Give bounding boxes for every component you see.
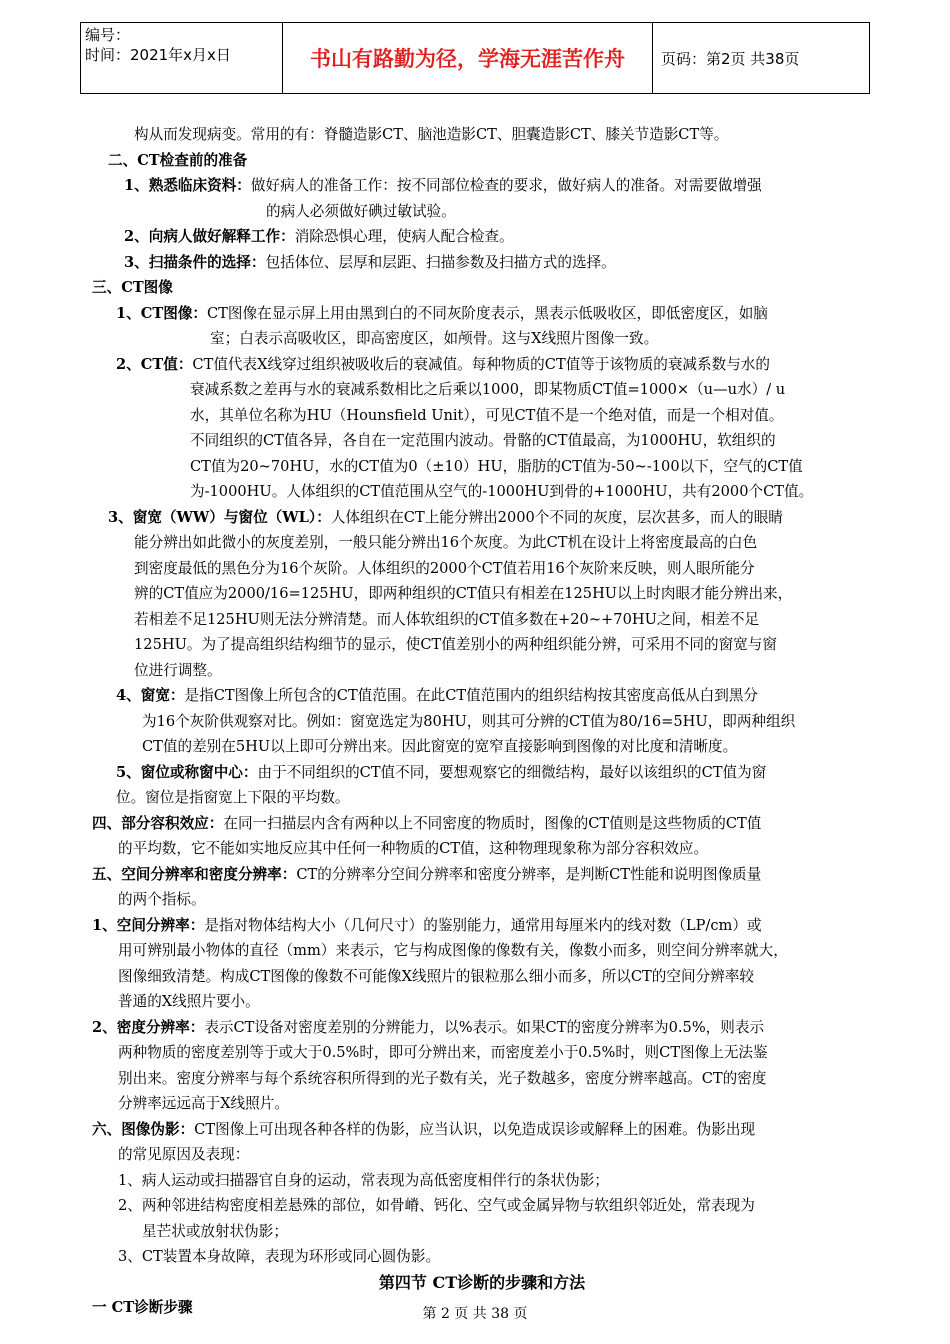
text-line	[92, 734, 872, 760]
heading-label: 五、空间分辨率和密度分辨率：	[92, 865, 297, 883]
text-line	[92, 785, 872, 811]
text-line	[92, 199, 872, 225]
section-title: 第四节 CT诊断的步骤和方法	[378, 1272, 586, 1292]
text-line	[92, 1193, 872, 1219]
body-text: 分辨率远远高于X线照片。	[118, 1095, 289, 1112]
text-line	[92, 352, 872, 378]
body-text: 室；白表示高吸收区，即高密度区，如颅骨。这与X线照片图像一致。	[210, 330, 659, 347]
text-line	[92, 607, 872, 633]
body-text: CT图像上可出现各种各样的伪影，应当认识，以免造成误诊或解释上的困难。伪影出现	[194, 1120, 756, 1138]
body-text: 位。窗位是指窗宽上下限的平均数。	[116, 789, 350, 806]
text-line	[92, 173, 872, 199]
page-header	[80, 22, 870, 94]
text-line	[92, 326, 872, 352]
text-line	[92, 301, 872, 327]
text-line	[92, 887, 872, 913]
text-line	[92, 479, 872, 505]
body-text: CT图像在显示屏上用由黑到白的不同灰阶度表示，黑表示低吸收区，即低密度区，如脑	[207, 304, 768, 322]
heading-label: 4、窗宽：	[116, 687, 185, 704]
heading-label: 2、密度分辨率：	[92, 1018, 205, 1036]
body-text: 到密度最低的黑色分为16个灰阶。人体组织的2000个CT值若用16个灰阶来反映，则人眼所能分	[134, 559, 755, 577]
text-line	[92, 989, 872, 1015]
body-text: 辨的CT值应为2000/16=125HU，即两种组织的CT值只有相差在125HU以上时肉眼才能分辨出来，	[134, 585, 793, 602]
text-line	[92, 122, 872, 148]
body-text: 由于不同组织的CT值不同，要想观察它的细微结构，最好以该组织的CT值为窗	[257, 763, 767, 781]
text-line	[92, 505, 872, 531]
body-text: 的常见原因及表现：	[118, 1146, 250, 1163]
body-text: 包括体位、层厚和层距、扫描参数及扫描方式的选择。	[265, 253, 616, 271]
text-line	[92, 938, 872, 964]
body-text: 做好病人的准备工作：按不同部位检查的要求，做好病人的准备。对需要做增强	[250, 177, 762, 194]
text-line	[92, 1040, 872, 1066]
body-text: 为-1000HU。人体组织的CT值范围从空气的-1000HU到骨的+1000HU，共有2000个CT值。	[190, 483, 814, 500]
text-line	[92, 275, 872, 301]
text-line	[92, 403, 872, 429]
body-text: 表示CT设备对密度差别的分辨能力，以%表示。如果CT的密度分辨率为0.5%，则表示	[204, 1018, 765, 1036]
document-body	[92, 122, 872, 1321]
body-text: 2、两种邻进结构密度相差悬殊的部位，如骨嵴、钙化、空气或金属异物与软组织邻近处，常表现为	[118, 1197, 755, 1214]
body-text: CT值代表X线穿过组织被吸收后的衰减值。每种物质的CT值等于该物质的衰减系数与水的	[192, 355, 770, 373]
text-line	[92, 581, 872, 607]
header-meta	[81, 23, 283, 94]
text-line	[92, 709, 872, 735]
text-line	[92, 454, 872, 480]
heading-label: 1、空间分辨率：	[92, 916, 205, 934]
text-line	[92, 1142, 872, 1168]
text-line	[92, 632, 872, 658]
time-label: 时间：2021年x月x日	[85, 46, 231, 64]
body-text: 若相差不足125HU则无法分辨清楚。而人体软组织的CT值多数在+20~+70HU之间，相差不足	[134, 610, 760, 628]
heading-label: 二、CT检查前的准备	[108, 151, 248, 169]
body-text: 为16个灰阶供观察对比。例如：窗宽选定为80HU，则其可分辨的CT值为80/16=5HU，即两种组织	[142, 712, 796, 730]
text-line	[92, 811, 872, 837]
heading-label: 3、扫描条件的选择：	[124, 253, 266, 271]
text-line	[92, 862, 872, 888]
body-text: 不同组织的CT值各异，各自在一定范围内波动。骨骼的CT值最高，为1000HU，软组织的	[190, 432, 776, 449]
body-text: 的两个指标。	[118, 891, 206, 908]
body-text: 人体组织在CT上能分辨出2000个不同的灰度，层次甚多，而人的眼睛	[330, 508, 783, 526]
text-line	[92, 556, 872, 582]
body-text: 别出来。密度分辨率与每个系统容积所得到的光子数有关，光子数越多，密度分辨率越高。CT的密度	[118, 1069, 767, 1087]
text-line	[92, 1091, 872, 1117]
heading-label: 5、窗位或称窗中心：	[116, 763, 258, 781]
text-line	[92, 250, 872, 276]
body-text: 消除恐惧心理，使病人配合检查。	[294, 228, 514, 245]
text-line	[92, 683, 872, 709]
text-line	[92, 1168, 872, 1194]
body-text: 的病人必须做好碘过敏试验。	[266, 202, 456, 220]
body-text: 星芒状或放射状伪影；	[142, 1222, 288, 1240]
heading-label: 1、熟悉临床资料：	[124, 177, 251, 194]
number-label: 编号：	[85, 26, 131, 44]
heading-label: 1、CT图像：	[116, 304, 208, 322]
body-text: CT值的差别在5HU以上即可分辨出来。因此窗宽的宽窄直接影响到图像的对比度和清晰度。	[142, 738, 738, 755]
body-text: 衰减系数之差再与水的衰减系数相比之后乘以1000，即某物质CT值=1000×（u—u水）/ u	[190, 381, 786, 398]
text-line	[92, 836, 872, 862]
heading-label: 六、图像伪影：	[92, 1120, 195, 1138]
text-line	[92, 658, 872, 684]
body-text: 位进行调整。	[134, 661, 222, 679]
text-line	[92, 428, 872, 454]
text-line	[92, 224, 872, 250]
body-text: 用可辨别最小物体的直径（mm）来表示，它与构成图像的像数有关，像数小而多，则空间分辨率就大，	[118, 942, 788, 959]
heading-label: 三、CT图像	[92, 279, 173, 296]
body-text: 水，其单位名称为HU（Hounsfield Unit），可见CT值不是一个绝对值，而是一个相对值。	[190, 406, 784, 424]
body-text: 普通的X线照片要小。	[118, 993, 260, 1010]
body-text: 125HU。为了提高组织结构细节的显示，使CT值差别小的两种组织能分辨，可采用不同的窗宽与窗	[134, 636, 777, 653]
heading-label: 3、窗宽（WW）与窗位（WL）：	[108, 508, 331, 526]
text-line	[92, 1117, 872, 1143]
body-text: 图像细致清楚。构成CT图像的像数不可能像X线照片的银粒那么细小而多，所以CT的空间分辨率较	[118, 967, 754, 985]
heading-label: 2、向病人做好解释工作：	[124, 228, 295, 245]
body-text: CT的分辨率分空间分辨率和密度分辨率，是判断CT性能和说明图像质量	[296, 865, 762, 883]
body-text: 1、病人运动或扫描器官自身的运动，常表现为高低密度相伴行的条状伪影；	[118, 1171, 609, 1189]
body-text: 3、CT装置本身故障，表现为环形或同心圆伪影。	[118, 1248, 441, 1265]
body-text: 构从而发现病变。常用的有：脊髓造影CT、脑池造影CT、胆囊造影CT、膝关节造影CT等。	[134, 126, 729, 143]
header-page: 页码：第2页 共38页	[653, 23, 870, 94]
body-text: 能分辨出如此微小的灰度差别，一般只能分辨出16个灰度。为此CT机在设计上将密度最高的白色	[134, 534, 758, 551]
text-line	[92, 530, 872, 556]
text-line	[92, 1015, 872, 1041]
heading-label: 一 CT诊断步骤	[92, 1299, 193, 1316]
body-text: 两种物质的密度差别等于或大于0.5%时，即可分辨出来，而密度差小于0.5%时，则CT图像上无法鉴	[118, 1044, 768, 1061]
text-line	[92, 1219, 872, 1245]
heading-label: 2、CT值：	[116, 355, 193, 373]
body-text: 是指对物体结构大小（几何尺寸）的鉴别能力，通常用每厘米内的线对数（LP/cm）或	[204, 916, 762, 934]
text-line	[92, 913, 872, 939]
heading-label: 四、部分容积效应：	[92, 814, 224, 832]
body-text: 是指CT图像上所包含的CT值范围。在此CT值范围内的组织结构按其密度高低从白到黑分	[184, 687, 759, 704]
body-text: CT值为20~70HU，水的CT值为0（±10）HU，脂肪的CT值为-50~-100以下，空气的CT值	[190, 457, 803, 475]
body-text: 在同一扫描层内含有两种以上不同密度的物质时，图像的CT值则是这些物质的CT值	[223, 814, 762, 832]
page-footer: 第 2 页 共 38 页	[422, 1306, 528, 1322]
text-line	[92, 377, 872, 403]
header-motto: 书山有路勤为径，学海无涯苦作舟	[283, 23, 653, 94]
text-line	[92, 964, 872, 990]
body-text: 的平均数，它不能如实地反应其中任何一种物质的CT值，这种物理现象称为部分容积效应。	[118, 840, 709, 857]
text-line	[92, 1066, 872, 1092]
text-line	[92, 1244, 872, 1270]
text-line	[92, 148, 872, 174]
text-line	[92, 760, 872, 786]
